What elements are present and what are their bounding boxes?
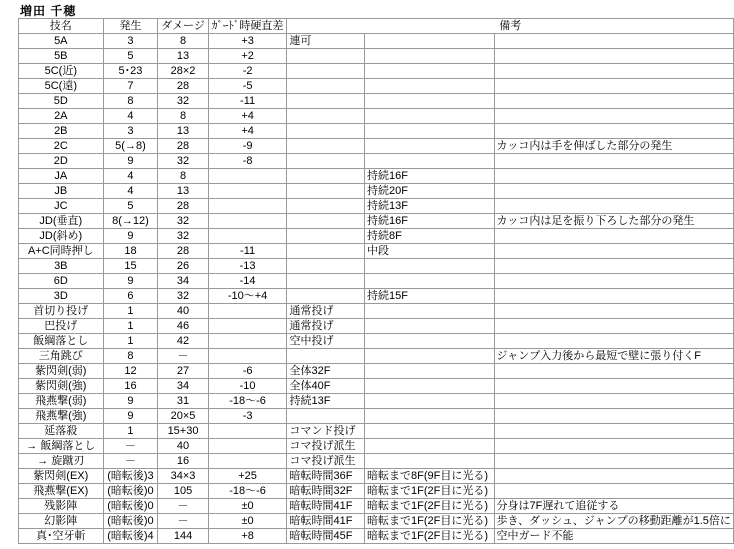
cell-damage: 34×3 (158, 469, 208, 484)
cell-guard-adv: -10 (208, 379, 287, 394)
cell-note-1: 暗転時間36F (287, 469, 365, 484)
cell-guard-adv: -14 (208, 274, 287, 289)
cell-note-1 (287, 124, 365, 139)
cell-note-1 (287, 259, 365, 274)
table-row (19, 79, 734, 94)
table-row (19, 109, 734, 124)
cell-guard-adv (208, 199, 287, 214)
cell-damage: 16 (158, 454, 208, 469)
cell-note-2 (365, 409, 495, 424)
table-row (19, 124, 734, 139)
cell-startup: 16 (103, 379, 158, 394)
cell-guard-adv (208, 214, 287, 229)
cell-note-2 (365, 79, 495, 94)
cell-note-3 (494, 469, 733, 484)
cell-guard-adv: +4 (208, 109, 287, 124)
cell-startup: 5･23 (103, 64, 158, 79)
cell-guard-adv (208, 424, 287, 439)
cell-note-1 (287, 64, 365, 79)
cell-note-3 (494, 439, 733, 454)
cell-note-2 (365, 349, 495, 364)
cell-guard-adv (208, 229, 287, 244)
cell-note-1 (287, 274, 365, 289)
cell-damage: 40 (158, 439, 208, 454)
cell-startup: 9 (103, 394, 158, 409)
table-row (19, 154, 734, 169)
cell-damage: － (158, 514, 208, 529)
cell-note-3 (494, 79, 733, 94)
table-row (19, 424, 734, 439)
cell-guard-adv: +2 (208, 49, 287, 64)
cell-guard-adv: -10～+4 (208, 289, 287, 304)
cell-note-3: 空中ガード不能 (494, 529, 733, 544)
cell-note-3 (494, 244, 733, 259)
cell-move-name: 3B (19, 259, 104, 274)
table-row (19, 349, 734, 364)
cell-startup: 5(→8) (103, 139, 158, 154)
cell-startup: － (103, 454, 158, 469)
cell-note-3: カッコ内は足を振り下ろした部分の発生 (494, 214, 733, 229)
cell-note-2 (365, 109, 495, 124)
table-row (19, 244, 734, 259)
cell-startup: 8 (103, 94, 158, 109)
cell-note-1: 全体40F (287, 379, 365, 394)
cell-guard-adv: ±0 (208, 499, 287, 514)
cell-note-3 (494, 364, 733, 379)
cell-note-3 (494, 49, 733, 64)
cell-note-2 (365, 139, 495, 154)
cell-startup: (暗転後)0 (103, 514, 158, 529)
cell-note-2: 持続15F (365, 289, 495, 304)
cell-startup: 9 (103, 409, 158, 424)
table-row (19, 454, 734, 469)
cell-move-name: 延落殺 (19, 424, 104, 439)
cell-move-name: 2A (19, 109, 104, 124)
cell-move-name: 5C(遠) (19, 79, 104, 94)
cell-move-name: 巴投げ (19, 319, 104, 334)
cell-startup: 15 (103, 259, 158, 274)
cell-startup: 1 (103, 334, 158, 349)
cell-guard-adv: -2 (208, 64, 287, 79)
cell-startup: 4 (103, 184, 158, 199)
cell-guard-adv: -9 (208, 139, 287, 154)
cell-note-3 (494, 154, 733, 169)
cell-guard-adv: +8 (208, 529, 287, 544)
cell-note-2 (365, 379, 495, 394)
cell-note-2: 暗転まで1F(2F目に光る) (365, 499, 495, 514)
cell-guard-adv: -8 (208, 154, 287, 169)
cell-note-1: コマンド投げ (287, 424, 365, 439)
cell-note-3 (494, 184, 733, 199)
cell-note-2 (365, 454, 495, 469)
cell-guard-adv: -18～-6 (208, 484, 287, 499)
cell-move-name: 3D (19, 289, 104, 304)
cell-move-name: JD(垂直) (19, 214, 104, 229)
cell-note-2 (365, 94, 495, 109)
cell-damage: 46 (158, 319, 208, 334)
cell-move-name: 幻影陣 (19, 514, 104, 529)
table-row (19, 259, 734, 274)
cell-note-3 (494, 424, 733, 439)
cell-note-3 (494, 394, 733, 409)
cell-startup: 1 (103, 424, 158, 439)
cell-note-1: 暗転時間45F (287, 529, 365, 544)
cell-startup: 8(→12) (103, 214, 158, 229)
cell-move-name: 2C (19, 139, 104, 154)
cell-note-3 (494, 454, 733, 469)
cell-startup: 1 (103, 304, 158, 319)
cell-note-3: 歩き、ダッシュ、ジャンプの移動距離が1.5倍に (494, 514, 733, 529)
cell-note-3 (494, 34, 733, 49)
cell-note-3 (494, 334, 733, 349)
cell-note-1 (287, 79, 365, 94)
cell-note-2 (365, 334, 495, 349)
cell-note-2 (365, 154, 495, 169)
cell-damage: 105 (158, 484, 208, 499)
table-row (19, 379, 734, 394)
cell-startup: 4 (103, 109, 158, 124)
cell-note-3 (494, 109, 733, 124)
cell-damage: 144 (158, 529, 208, 544)
cell-note-1 (287, 229, 365, 244)
cell-note-3 (494, 94, 733, 109)
cell-note-1 (287, 184, 365, 199)
cell-note-3 (494, 304, 733, 319)
cell-note-2: 暗転まで8F(9F目に光る) (365, 469, 495, 484)
cell-move-name: 6D (19, 274, 104, 289)
cell-note-3 (494, 124, 733, 139)
cell-note-1: 持続13F (287, 394, 365, 409)
cell-guard-adv (208, 439, 287, 454)
table-row (19, 394, 734, 409)
cell-note-3 (494, 259, 733, 274)
cell-move-name: 飛燕撃(EX) (19, 484, 104, 499)
cell-damage: 32 (158, 154, 208, 169)
cell-note-1 (287, 199, 365, 214)
cell-damage: 8 (158, 169, 208, 184)
cell-startup: 18 (103, 244, 158, 259)
cell-note-1: 全体32F (287, 364, 365, 379)
table-body (19, 19, 734, 544)
cell-note-1: 通常投げ (287, 304, 365, 319)
header-startup: 発生 (103, 19, 158, 34)
cell-guard-adv (208, 169, 287, 184)
cell-note-2 (365, 124, 495, 139)
cell-note-1 (287, 349, 365, 364)
cell-move-name: → 旋蹴刃 (19, 454, 104, 469)
cell-guard-adv: ±0 (208, 514, 287, 529)
cell-note-3 (494, 274, 733, 289)
cell-damage: 28×2 (158, 64, 208, 79)
cell-startup: 5 (103, 49, 158, 64)
cell-guard-adv: -11 (208, 244, 287, 259)
table-row (19, 319, 734, 334)
header-notes: 備考 (287, 19, 734, 34)
cell-note-2 (365, 439, 495, 454)
cell-startup: 3 (103, 124, 158, 139)
cell-damage: 40 (158, 304, 208, 319)
cell-note-1 (287, 244, 365, 259)
cell-damage: 26 (158, 259, 208, 274)
cell-guard-adv: +3 (208, 34, 287, 49)
cell-guard-adv (208, 349, 287, 364)
cell-guard-adv (208, 184, 287, 199)
cell-guard-adv (208, 304, 287, 319)
cell-guard-adv: -18～-6 (208, 394, 287, 409)
cell-note-3 (494, 64, 733, 79)
cell-note-2 (365, 304, 495, 319)
cell-note-2: 中段 (365, 244, 495, 259)
cell-note-1: 暗転時間41F (287, 514, 365, 529)
cell-guard-adv (208, 334, 287, 349)
cell-note-2: 持続20F (365, 184, 495, 199)
cell-note-2: 持続8F (365, 229, 495, 244)
cell-note-1 (287, 109, 365, 124)
cell-note-3: 分身は7F遅れて追従する (494, 499, 733, 514)
cell-note-2: 暗転まで1F(2F目に光る) (365, 514, 495, 529)
cell-move-name: 真･空牙斬 (19, 529, 104, 544)
cell-move-name: JA (19, 169, 104, 184)
page-title: 増田 千穂 (20, 4, 77, 18)
cell-startup: 9 (103, 154, 158, 169)
cell-damage: 28 (158, 79, 208, 94)
cell-note-2: 持続16F (365, 169, 495, 184)
cell-damage: 15+30 (158, 424, 208, 439)
table-row (19, 49, 734, 64)
cell-startup: 5 (103, 199, 158, 214)
cell-startup: 4 (103, 169, 158, 184)
table-row (19, 199, 734, 214)
cell-move-name: JB (19, 184, 104, 199)
cell-damage: 8 (158, 34, 208, 49)
cell-note-2 (365, 364, 495, 379)
cell-startup: (暗転後)0 (103, 484, 158, 499)
table-row (19, 139, 734, 154)
cell-damage: 32 (158, 94, 208, 109)
cell-note-1 (287, 94, 365, 109)
cell-damage: 42 (158, 334, 208, 349)
table-row (19, 94, 734, 109)
cell-guard-adv: -6 (208, 364, 287, 379)
cell-move-name: 2B (19, 124, 104, 139)
table-row (19, 289, 734, 304)
cell-note-3 (494, 409, 733, 424)
cell-note-2: 持続16F (365, 214, 495, 229)
table-row (19, 469, 734, 484)
cell-startup: 1 (103, 319, 158, 334)
cell-damage: 13 (158, 49, 208, 64)
cell-damage: 32 (158, 289, 208, 304)
cell-move-name: 残影陣 (19, 499, 104, 514)
cell-damage: 34 (158, 274, 208, 289)
cell-move-name: 三角跳び (19, 349, 104, 364)
cell-note-2 (365, 64, 495, 79)
cell-damage: 28 (158, 199, 208, 214)
cell-guard-adv: +4 (208, 124, 287, 139)
cell-startup: 3 (103, 34, 158, 49)
cell-note-2 (365, 274, 495, 289)
cell-note-1 (287, 409, 365, 424)
table-row (19, 439, 734, 454)
cell-note-3: カッコ内は手を伸ばした部分の発生 (494, 139, 733, 154)
cell-move-name: 5D (19, 94, 104, 109)
cell-note-1 (287, 154, 365, 169)
cell-note-3 (494, 319, 733, 334)
cell-move-name: → 飯綱落とし (19, 439, 104, 454)
cell-note-2 (365, 319, 495, 334)
cell-move-name: 紫閃剣(EX) (19, 469, 104, 484)
cell-guard-adv: -5 (208, 79, 287, 94)
header-damage: ダメージ (158, 19, 208, 34)
cell-move-name: A+C同時押し (19, 244, 104, 259)
cell-note-2 (365, 49, 495, 64)
cell-move-name: 5B (19, 49, 104, 64)
table-row (19, 304, 734, 319)
cell-move-name: 飛燕撃(弱) (19, 394, 104, 409)
header-row (19, 19, 734, 34)
cell-guard-adv: -11 (208, 94, 287, 109)
cell-startup: (暗転後)4 (103, 529, 158, 544)
cell-move-name: 2D (19, 154, 104, 169)
cell-guard-adv: -3 (208, 409, 287, 424)
frame-data-table (18, 18, 734, 544)
cell-damage: 28 (158, 244, 208, 259)
cell-note-2 (365, 259, 495, 274)
table-row (19, 409, 734, 424)
table-row (19, 214, 734, 229)
cell-note-2: 持続13F (365, 199, 495, 214)
cell-damage: 34 (158, 379, 208, 394)
cell-note-2 (365, 424, 495, 439)
table-row (19, 334, 734, 349)
cell-move-name: 飛燕撃(強) (19, 409, 104, 424)
cell-note-1 (287, 169, 365, 184)
table-row (19, 484, 734, 499)
cell-move-name: 5A (19, 34, 104, 49)
cell-note-1: 通常投げ (287, 319, 365, 334)
table-row (19, 499, 734, 514)
cell-startup: 7 (103, 79, 158, 94)
cell-damage: － (158, 499, 208, 514)
cell-damage: 32 (158, 214, 208, 229)
cell-note-3 (494, 169, 733, 184)
cell-note-3 (494, 484, 733, 499)
table-row (19, 514, 734, 529)
cell-startup: 6 (103, 289, 158, 304)
cell-damage: 13 (158, 124, 208, 139)
cell-note-1 (287, 49, 365, 64)
cell-guard-adv (208, 319, 287, 334)
cell-move-name: 首切り投げ (19, 304, 104, 319)
cell-note-1: コマ投げ派生 (287, 454, 365, 469)
table-row (19, 169, 734, 184)
cell-damage: 20×5 (158, 409, 208, 424)
cell-startup: (暗転後)3 (103, 469, 158, 484)
cell-damage: 31 (158, 394, 208, 409)
table-row (19, 529, 734, 544)
cell-note-1: 連可 (287, 34, 365, 49)
table-row (19, 64, 734, 79)
cell-move-name: 紫閃剣(弱) (19, 364, 104, 379)
cell-guard-adv: +25 (208, 469, 287, 484)
header-guard-adv: ｶﾞｰﾄﾞ時硬直差 (208, 19, 287, 34)
table-row (19, 274, 734, 289)
cell-damage: 32 (158, 229, 208, 244)
cell-note-3 (494, 379, 733, 394)
cell-damage: 13 (158, 184, 208, 199)
cell-note-1 (287, 289, 365, 304)
table-row (19, 34, 734, 49)
cell-damage: 28 (158, 139, 208, 154)
cell-move-name: JD(斜め) (19, 229, 104, 244)
cell-startup: 9 (103, 229, 158, 244)
header-name: 技名 (19, 19, 104, 34)
cell-note-1 (287, 214, 365, 229)
cell-note-1: コマ投げ派生 (287, 439, 365, 454)
cell-note-1 (287, 139, 365, 154)
cell-move-name: 紫閃剣(強) (19, 379, 104, 394)
cell-note-3 (494, 229, 733, 244)
cell-startup: 9 (103, 274, 158, 289)
cell-startup: 8 (103, 349, 158, 364)
cell-note-1: 暗転時間41F (287, 499, 365, 514)
cell-move-name: JC (19, 199, 104, 214)
cell-note-3 (494, 289, 733, 304)
cell-note-2: 暗転まで1F(2F目に光る) (365, 529, 495, 544)
cell-note-3 (494, 199, 733, 214)
cell-startup: (暗転後)0 (103, 499, 158, 514)
cell-note-1: 空中投げ (287, 334, 365, 349)
cell-damage: － (158, 349, 208, 364)
cell-startup: 12 (103, 364, 158, 379)
cell-move-name: 5C(近) (19, 64, 104, 79)
cell-guard-adv: -13 (208, 259, 287, 274)
cell-note-2: 暗転まで1F(2F目に光る) (365, 484, 495, 499)
cell-note-1: 暗転時間32F (287, 484, 365, 499)
table-row (19, 229, 734, 244)
cell-startup: － (103, 439, 158, 454)
table-row (19, 184, 734, 199)
cell-note-2 (365, 394, 495, 409)
cell-note-2 (365, 34, 495, 49)
cell-guard-adv (208, 454, 287, 469)
cell-damage: 8 (158, 109, 208, 124)
cell-damage: 27 (158, 364, 208, 379)
cell-move-name: 飯綱落とし (19, 334, 104, 349)
table-row (19, 364, 734, 379)
cell-note-3: ジャンプ入力後から最短で壁に張り付くF (494, 349, 733, 364)
